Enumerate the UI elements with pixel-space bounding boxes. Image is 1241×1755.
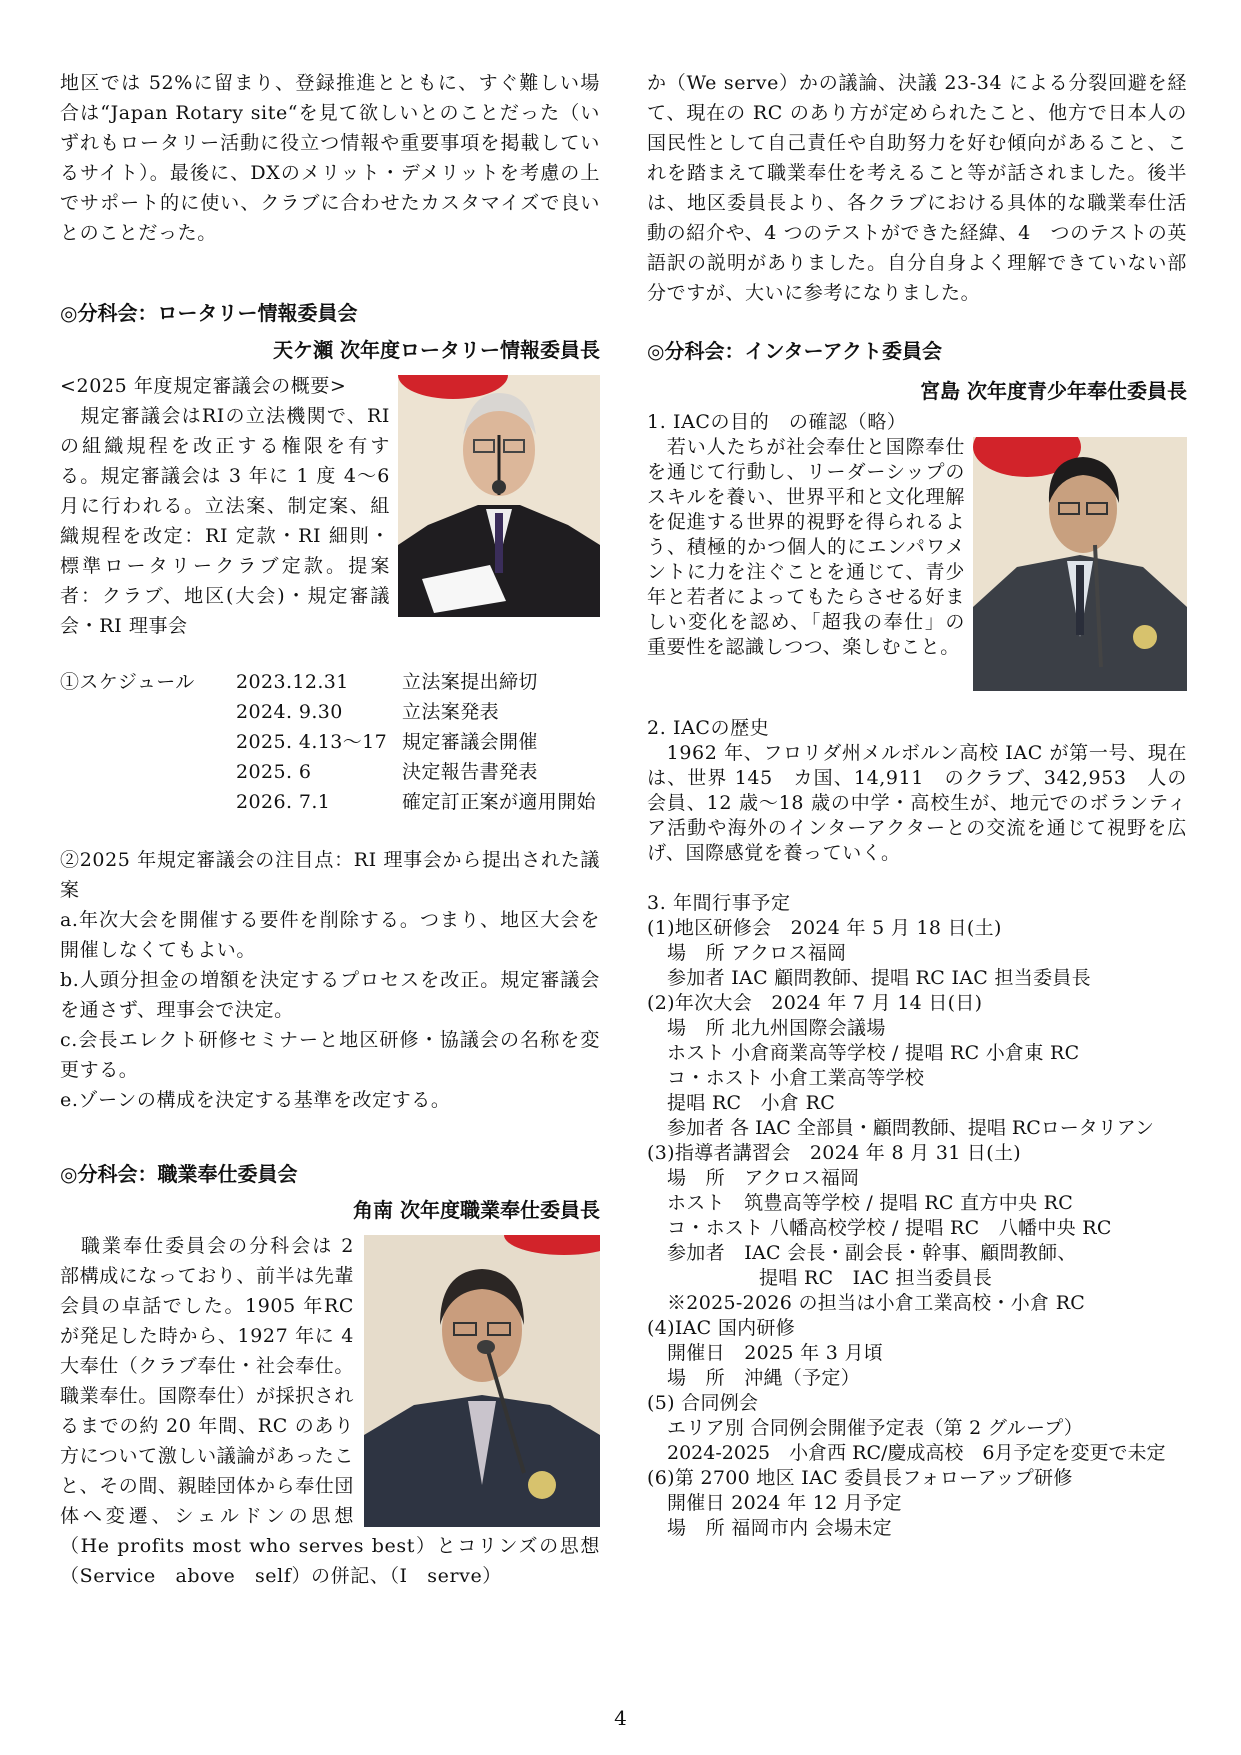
schedule-label: ①スケジュール — [60, 671, 195, 693]
schedule-table — [60, 667, 600, 817]
event-line: 場 所 福岡市内 会場未定 — [667, 1517, 892, 1539]
annual-events-title: 3. 年間行事予定 — [647, 892, 791, 914]
speaker-vocational: 角南 次年度職業奉仕委員長 — [353, 1198, 600, 1222]
schedule-row — [60, 757, 600, 787]
event-line: 開催日 2025 年 3 月頃 — [667, 1342, 884, 1364]
event-line: (2)年次大会 2024 年 7 月 14 日(日) — [647, 992, 983, 1014]
continued-paragraph: か（We serve）かの議論、決議 23-34 による分裂回避を経て、現在の RC のあり方が定められたこと、他方で日本人の国民性として自己責任や自助努力を好む傾向があること、これを踏まえて職業奉仕を考えること等が話されました。後半は、地区委員長より、各クラブにおける具体的な職業奉仕活動の紹介や、4 つのテストができた経緯、4 つのテストの英語訳の説明がありました。自分自身よく理解できていない部分ですが、大いに参考になりました。 — [647, 72, 1187, 304]
schedule-date: 2025. 6 — [236, 761, 312, 783]
schedule-date: 2024. 9.30 — [236, 701, 343, 723]
event-line: ホスト 小倉商業高等学校 / 提唱 RC 小倉東 RC — [667, 1042, 1080, 1064]
vocational-body — [60, 1231, 600, 1591]
schedule-event: 規定審議会開催 — [402, 731, 538, 753]
event-line: (6)第 2700 地区 IAC 委員長フォローアップ研修 — [647, 1467, 1073, 1489]
overview-title: <2025 年度規定審議会の概要> — [60, 375, 347, 397]
event-line: (3)指導者講習会 2024 年 8 月 31 日(土) — [647, 1142, 1021, 1164]
iac-history-text: 1962 年、フロリダ州メルボルン高校 IAC が第一号、現在は、世界 145 カ国、14,911 のクラブ、342,953 人の会員、12 歳～18 歳の中学・高校生が、地元でのボランティア活動や海外のインターアクターとの交流を通じて視野を広げ、国際感覚を養っていく。 — [647, 742, 1187, 864]
event-line: (5) 合同例会 — [647, 1392, 759, 1414]
speaker-rotary-info: 天ケ瀬 次年度ロータリー情報委員長 — [273, 338, 600, 362]
annual-events-list — [647, 916, 1187, 1541]
event-line: 2024-2025 小倉西 RC/慶成高校 6月予定を変更で未定 — [667, 1442, 1166, 1464]
event-line: 場 所 沖縄（予定） — [667, 1367, 861, 1389]
rotary-info-overview — [60, 371, 600, 641]
event-line: コ・ホスト 小倉工業高等学校 — [667, 1067, 925, 1089]
overview-text: 規定審議会はRIの立法機関で、RI の組織規程を改正する権限を有する。規定審議会は 3 年に 1 度 4～6 月に行われる。立法案、制定案、組織規程を改定：RI 定款・RI 細則・標準ロータリークラブ定款。提案者：クラブ、地区(大会)・規定審議会・RI 理事会 — [60, 405, 390, 637]
intro-paragraph: 地区では 52%に留まり、登録推進とともに、すぐ難しい場合は“Japan Rotary site“を見て欲しいとのことだった（いずれもロータリー活動に役立つ情報や重要事項を掲載しているサイト）。最後に、DXのメリット・デメリットを考慮の上でサポート的に使い、クラブに合わせたカスタマイズで良いとのことだった。 — [60, 72, 600, 244]
event-line: 場 所 アクロス福岡 — [667, 942, 847, 964]
section-heading-interact: ◎分科会：インターアクト委員会 — [647, 339, 943, 363]
point-item: b.人頭分担金の増額を決定するプロセスを改正。規定審議会を通さず、理事会で決定。 — [60, 969, 600, 1021]
section-heading-vocational: ◎分科会：職業奉仕委員会 — [60, 1162, 298, 1186]
schedule-row — [60, 787, 600, 817]
schedule-row — [60, 667, 600, 697]
event-line: 参加者 IAC 会長・副会長・幹事、顧問教師、 — [667, 1242, 1077, 1264]
speaker-photo-amagase — [398, 375, 600, 617]
schedule-date: 2023.12.31 — [236, 671, 349, 693]
point-item: a.年次大会を開催する要件を削除する。つまり、地区大会を開催しなくてもよい。 — [60, 909, 600, 961]
schedule-event: 確定訂正案が適用開始 — [402, 791, 597, 813]
event-line: ホスト 筑豊高等学校 / 提唱 RC 直方中央 RC — [667, 1192, 1074, 1214]
event-line: 場 所 北九州国際会議場 — [667, 1017, 886, 1039]
event-line: 提唱 RC IAC 担当委員長 — [759, 1267, 993, 1289]
iac-purpose-text: 若い人たちが社会奉仕と国際奉仕を通じて行動し、リーダーシップのスキルを養い、世界平和と文化理解を促進する世界的視野を得られるよう、積極的かつ個人的にエンパワメントに力を注ぐことを通じて、青少年と若者によってもたらさせる好ましい変化を認め、「超我の奉仕」の重要性を認識しつつ、楽しむこと。 — [647, 436, 965, 658]
speaker-interact: 宮島 次年度青少年奉仕委員長 — [920, 379, 1187, 403]
event-line: 場 所 アクロス福岡 — [667, 1167, 860, 1189]
point-item: c.会長エレクト研修セミナーと地区研修・協議会の名称を変更する。 — [60, 1029, 600, 1081]
event-line: コ・ホスト 八幡高校学校 / 提唱 RC 八幡中央 RC — [667, 1217, 1112, 1239]
left-column — [60, 68, 600, 1591]
event-line: ※2025-2026 の担当は小倉工業高校・小倉 RC — [667, 1292, 1086, 1314]
schedule-event: 立法案提出締切 — [402, 671, 538, 693]
point-title: ②2025 年規定審議会の注目点：RI 理事会から提出された議案 — [60, 849, 600, 901]
event-line: (1)地区研修会 2024 年 5 月 18 日(土) — [647, 917, 1002, 939]
schedule-event: 決定報告書発表 — [402, 761, 538, 783]
event-line: 提唱 RC 小倉 RC — [667, 1092, 836, 1114]
schedule-date: 2025. 4.13～17 — [236, 731, 388, 753]
event-line: 参加者 各 IAC 全部員・顧問教師、提唱 RCロータリアン — [667, 1117, 1155, 1139]
speaker-photo-miyajima — [973, 437, 1187, 691]
event-line: 開催日 2024 年 12 月予定 — [667, 1492, 902, 1514]
event-line: エリア別 合同例会開催予定表（第 2 グループ） — [667, 1417, 1084, 1439]
right-column — [647, 68, 1187, 1541]
iac-purpose — [647, 410, 1187, 660]
section-heading-rotary-info: ◎分科会：ロータリー情報委員会 — [60, 301, 358, 325]
event-line: 参加者 IAC 顧問教師、提唱 RC IAC 担当委員長 — [667, 967, 1091, 989]
page-number: 4 — [614, 1706, 627, 1730]
schedule-event: 立法案発表 — [402, 701, 500, 723]
speaker-photo-sunami — [364, 1235, 600, 1527]
iac-history-title: 2. IACの歴史 — [647, 717, 770, 739]
vocational-text: 職業奉仕委員会の分科会は 2 部構成になっており、前半は先輩会員の卓話でした。1905 年RCが発足した時から、1927 年に 4 大奉仕（クラブ奉仕・社会奉仕。職業奉仕。国際奉仕）が採択されるまでの約 20 年間、RC のあり方について激しい議論があったこと、その間、親睦団体から奉仕団体へ変遷、シェルドンの思想（He profits most who serves best）とコリンズの思想（Service above self）の併記、（I serve） — [60, 1235, 600, 1587]
iac-purpose-title: 1. IACの目的 の確認（略） — [647, 411, 907, 433]
schedule-row — [60, 697, 600, 727]
schedule-date: 2026. 7.1 — [236, 791, 331, 813]
point-item: e.ゾーンの構成を決定する基準を改定する。 — [60, 1089, 451, 1111]
schedule-row — [60, 727, 600, 757]
event-line: (4)IAC 国内研修 — [647, 1317, 796, 1339]
